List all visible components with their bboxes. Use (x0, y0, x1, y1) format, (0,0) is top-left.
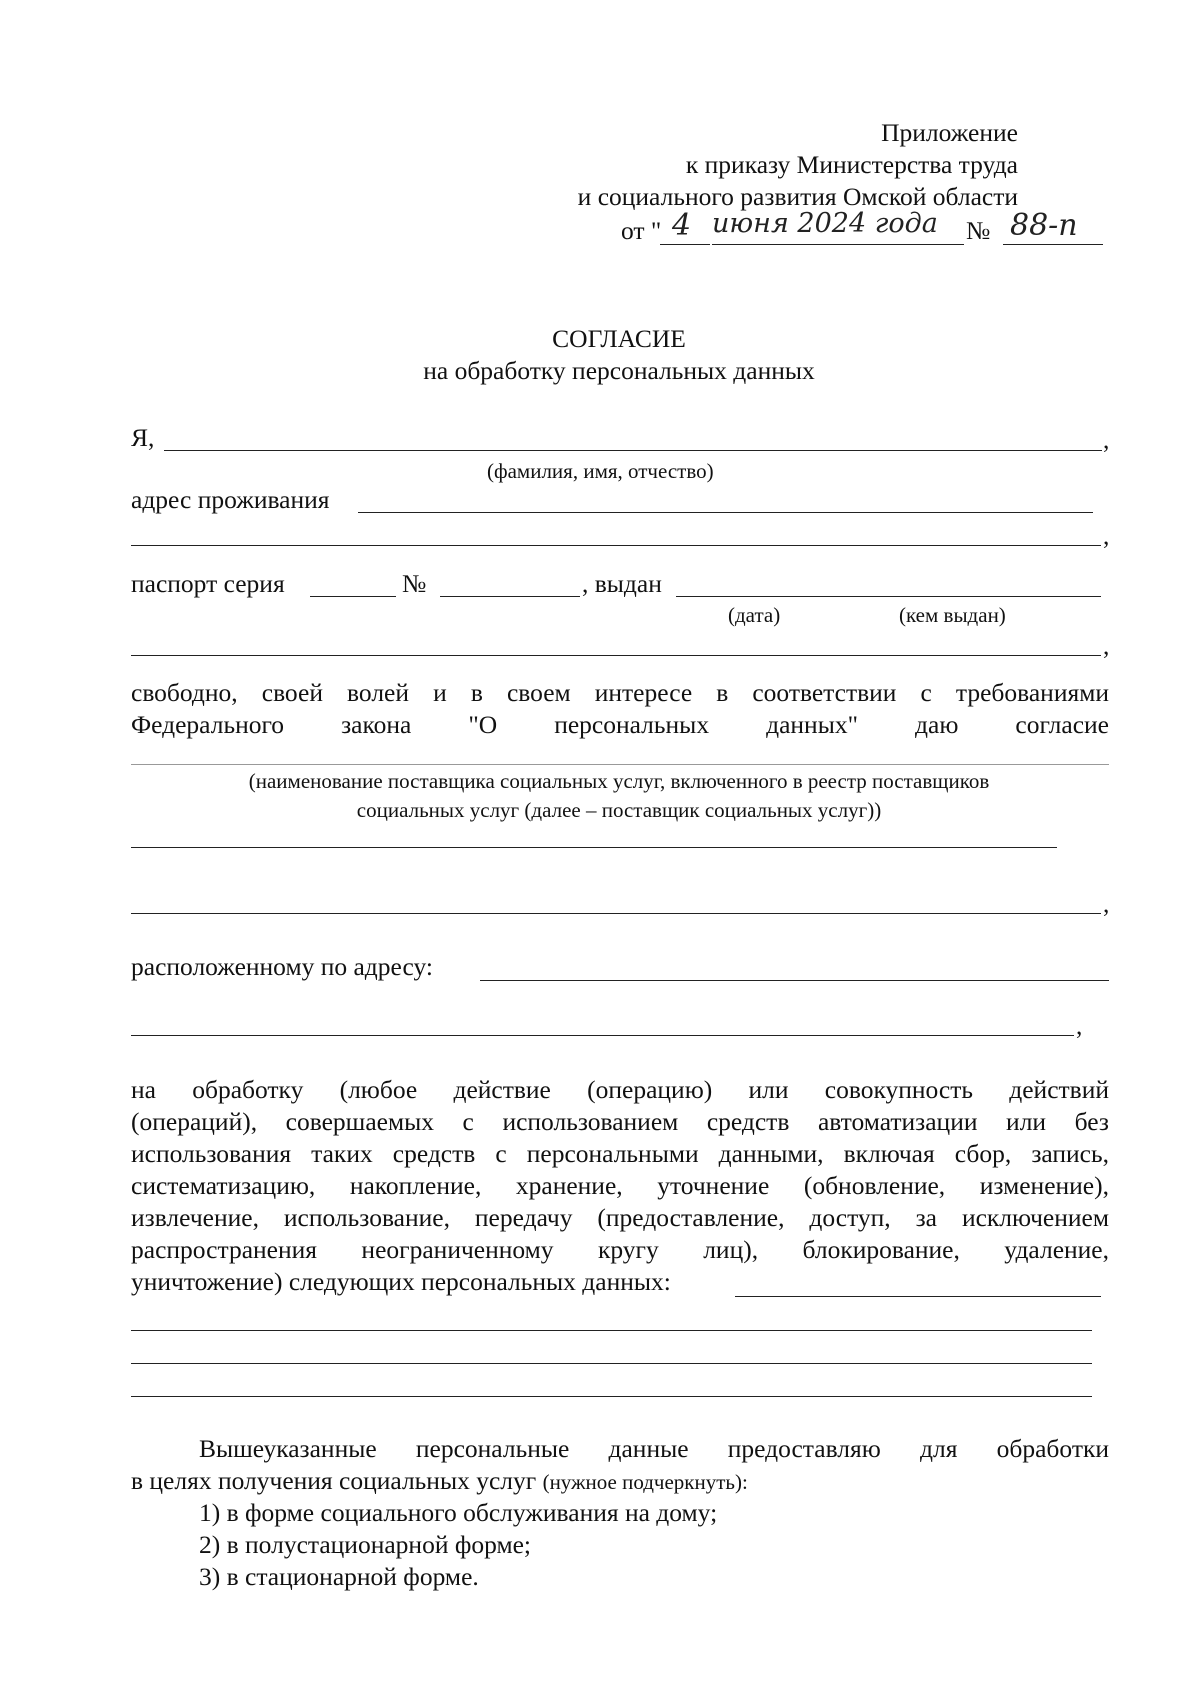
passport-issued-line-2[interactable] (131, 655, 1101, 656)
service-option-home[interactable]: 1) в форме социального обслуживания на дому; (199, 1498, 718, 1527)
service-option-stationary[interactable]: 3) в стационарной форме. (199, 1562, 479, 1591)
passport-number-line[interactable] (440, 596, 580, 597)
purpose-line-1: Вышеуказанные персональные данные предоставляю для обработки (199, 1434, 1109, 1463)
consent-line-1: свободно, своей волей и в своем интересе в соответствии с требованиями (131, 678, 1109, 707)
personal-data-line-1[interactable] (735, 1296, 1101, 1297)
personal-data-line-4[interactable] (131, 1396, 1092, 1397)
address-comma: , (1103, 521, 1110, 550)
fio-comma: , (1103, 425, 1110, 454)
purpose-note: (нужное подчеркнуть): (542, 1470, 748, 1494)
located-label: расположенному по адресу: (131, 952, 433, 981)
provider-name-line-2[interactable] (131, 847, 1057, 848)
personal-data-line-2[interactable] (131, 1330, 1092, 1331)
date-caption: (дата) (728, 603, 781, 627)
personal-data-line-3[interactable] (131, 1363, 1092, 1364)
address-line-1[interactable] (358, 512, 1093, 513)
purpose-line-2 (131, 1466, 748, 1496)
processing-line: использования таких средств с персональными данными, включая сбор, запись, (131, 1139, 1109, 1168)
passport-series-label: паспорт серия (131, 569, 285, 598)
ministry-name: и социального развития Омской области (577, 182, 1018, 211)
processing-line: извлечение, использование, передачу (предоставление, доступ, за исключением (131, 1203, 1109, 1232)
order-number-handwritten: 88-п (1010, 208, 1078, 243)
purpose-line-2-main: в целях получения социальных услуг (131, 1466, 537, 1495)
passport-series-line[interactable] (310, 596, 396, 597)
passport-number-label: № (402, 569, 427, 598)
provider-caption-2: социальных услуг (далее – поставщик социальных услуг)) (356, 798, 882, 822)
ya-label: Я, (131, 423, 155, 452)
order-number-line (1003, 244, 1103, 245)
passport-issued-line[interactable] (676, 596, 1101, 597)
provider-name-line-3[interactable] (131, 913, 1101, 914)
document-title: СОГЛАСИЕ (552, 324, 686, 353)
located-line-1[interactable] (480, 980, 1109, 981)
processing-line: (операций), совершаемых с использованием средств автоматизации или без (131, 1107, 1109, 1136)
address-line-2[interactable] (131, 545, 1101, 546)
document-subtitle: на обработку персональных данных (423, 356, 815, 385)
provider-caption-1: (наименование поставщика социальных услуг, включенного в реестр поставщиков (248, 769, 990, 793)
located-line-2[interactable] (131, 1035, 1074, 1036)
located-comma: , (1076, 1011, 1083, 1040)
processing-last-line: уничтожение) следующих персональных данных: (131, 1267, 671, 1296)
date-prefix: от " (621, 216, 662, 245)
passport-comma: , (1103, 631, 1110, 660)
provider-name-line-1[interactable] (131, 764, 1109, 765)
processing-line: систематизацию, накопление, хранение, уточнение (обновление, изменение), (131, 1171, 1109, 1200)
order-reference: к приказу Министерства труда (685, 150, 1018, 179)
number-prefix: № (966, 216, 991, 245)
fio-line[interactable] (164, 450, 1102, 451)
passport-issued-label: , выдан (582, 569, 662, 598)
date-day-line (660, 244, 710, 245)
appendix-label: Приложение (881, 118, 1018, 147)
date-day-handwritten: 4 (672, 208, 692, 243)
processing-line: распространения неограниченному кругу лиц), блокирование, удаление, (131, 1235, 1109, 1264)
provider-comma: , (1103, 889, 1110, 918)
consent-line-2: Федерального закона "О персональных данных" даю согласие (131, 710, 1109, 739)
issued-by-caption: (кем выдан) (899, 603, 1006, 627)
fio-caption: (фамилия, имя, отчество) (487, 459, 714, 483)
address-label: адрес проживания (131, 485, 330, 514)
service-option-semistationary[interactable]: 2) в полустационарной форме; (199, 1530, 532, 1559)
processing-line: на обработку (любое действие (операцию) или совокупность действий (131, 1075, 1109, 1104)
date-month-handwritten: июня 2024 года (712, 208, 938, 239)
date-month-line (712, 244, 964, 245)
